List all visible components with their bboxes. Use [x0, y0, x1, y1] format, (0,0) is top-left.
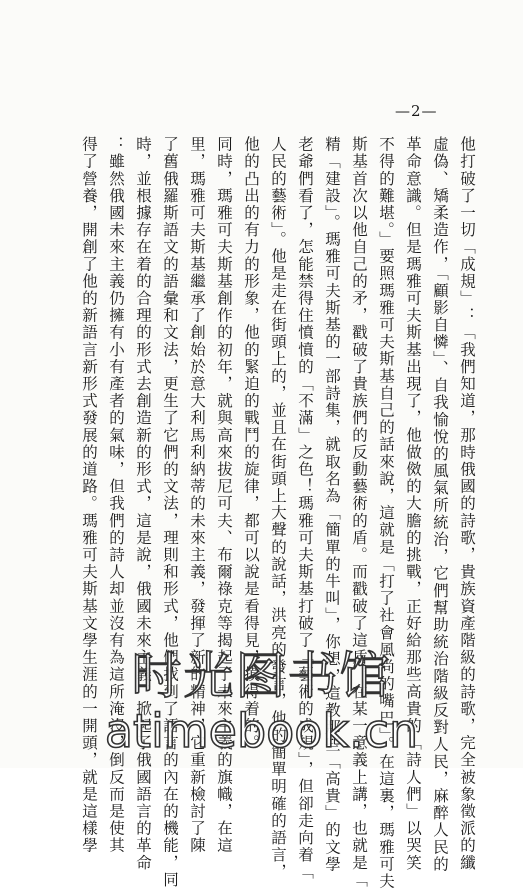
text-column: 里，瑪雅可夫斯基繼承了創始於意大利馬利納蒂的未來主義，發揮了新的精神，它重新檢討了陳: [188, 136, 206, 855]
watermark-title: 时光图书馆: [131, 647, 392, 705]
text-column: ：雖然俄國未來主義仍擁有小有產者的氣味，但我們的詩人却並沒有為這所淹沒，倒反而是使其: [107, 136, 125, 855]
text-column: 老爺們看了，怎能禁得住憤憤的「不滿」之色！瑪雅可夫斯基打破了「藝術的成規」，但卻走向着「: [296, 136, 314, 881]
text-column: 精「建設」。瑪雅可夫斯基的一部詩集，就取名為「簡單的牛叫」，你想，這教那些「高貴」的文學: [323, 136, 341, 873]
page-number: —2—: [395, 102, 438, 120]
text-column: 他打破了一切「成規」：「我們知道，那時俄國的詩歌，貴族資產階級的詩歌，完全被象徵派的纖: [458, 136, 476, 872]
text-column: 革命意識。但是瑪雅可夫斯基出現了，他做傚的大膽的挑戰，正好給那些高貴的「詩人們」以哭笑: [404, 136, 422, 872]
text-column: 斯基首次以他自己的矛，戳破了貴族們的反動藝術的盾。而戳破了這盾，在某一意義上講，也就是「: [350, 136, 368, 889]
text-column: 了舊俄羅斯語文的語彙和文法，更生了它們的文法，理則和形式，他們找到了語言的內在的機能，同: [161, 136, 179, 889]
text-column: 得了營養，開創了他的新語言新形式發展的道路。瑪雅可夫斯基文學生涯的一開頭，就是這樣學: [80, 136, 98, 855]
text-column: 人民的藝術」。他是走在街頭上的，並且在街頭上大聲的說話，洪亮的發言，他的簡單明確的語言，: [269, 136, 287, 881]
text-column: 他的凸出的有力的形象，他的緊迫的戰鬥的旋律，都可以說是看得見，摸得着的。: [242, 136, 260, 752]
text-column: 不得的難堪。」要照瑪雅可夫斯基自己的話來說，這就是「打了社會風尚的嘴巴」。在這裏，瑪雅可夫: [377, 136, 395, 890]
text-column: 虛偽、矯柔造作，「顧影自憐」、自我愉悅的風氣所統治，它們幫助統治階級反對人民，麻醉人民的: [431, 136, 449, 873]
text-column: 時，並根據存在着的合理的形式去創造新的形式，這是說，俄國未來主義，掀起了俄國語言的革命: [134, 136, 152, 872]
text-column: 同時，瑪雅可夫斯基創作的初年，就與高來拔尼可夫、布爾祿克等揭起了未來主義的旗幟，在這: [215, 136, 233, 855]
watermark-url: atimebook.cn: [104, 704, 419, 758]
